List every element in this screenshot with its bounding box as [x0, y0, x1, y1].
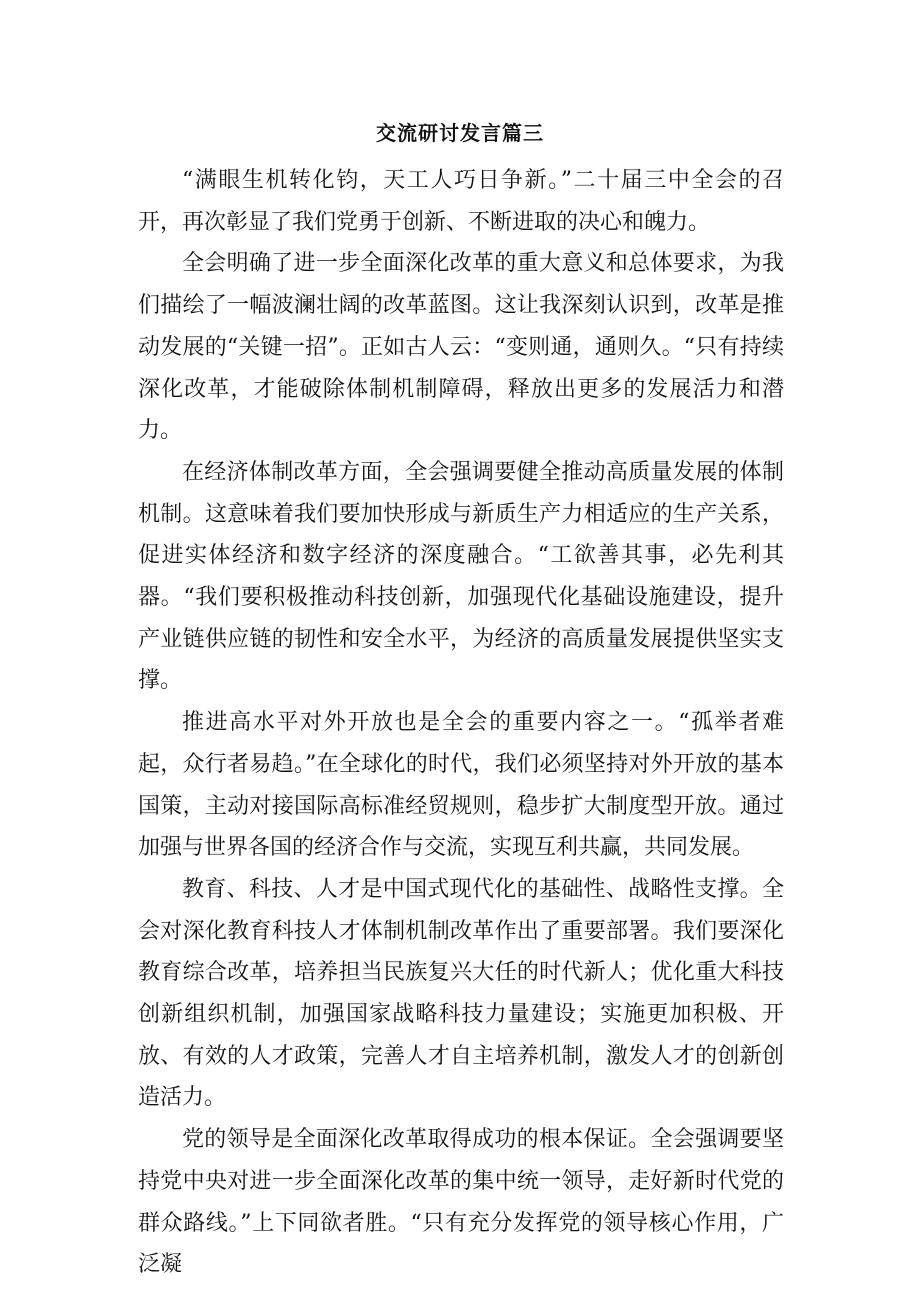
document-body — [138, 160, 784, 1286]
paragraph: 全会明确了进一步全面深化改革的重大意义和总体要求，为我们描绘了一幅波澜壮阔的改革蓝图。这让我深刻认识到，改革是推动发展的“关键一招”。正如古人云：“变则通，通则久。“只有持续深化改革，才能破除体制机制障碍，释放出更多的发展活力和潜力。 — [138, 251, 784, 444]
paragraph: “满眼生机转化钧，天工人巧日争新。”二十届三中全会的召开，再次彰显了我们党勇于创新、不断进取的决心和魄力。 — [138, 168, 784, 235]
paragraph: 党的领导是全面深化改革取得成功的根本保证。全会强调要坚持党中央对进一步全面深化改革的集中统一领导，走好新时代党的群众路线。”上下同欲者胜。“只有充分发挥党的领导核心作用，广泛凝 — [138, 1127, 784, 1278]
paragraph: 教育、科技、人才是中国式现代化的基础性、战略性支撑。全会对深化教育科技人才体制机制改革作出了重要部署。我们要深化教育综合改革，培养担当民族复兴大任的时代新人；优化重大科技创新组织机制，加强国家战略科技力量建设；实施更加积极、开放、有效的人才政策，完善人才自主培养机制，激发人才的创新创造活力。 — [138, 876, 784, 1111]
paragraph: 在经济体制改革方面，全会强调要健全推动高质量发展的体制机制。这意味着我们要加快形成与新质生产力相适应的生产关系，促进实体经济和数字经济的深度融合。“工欲善其事，必先利其器。“我们要积极推动科技创新，加强现代化基础设施建设，提升产业链供应链的韧性和安全水平，为经济的高质量发展提供坚实支撑。 — [138, 459, 784, 694]
document-title: 交流研讨发言篇三 — [376, 121, 544, 145]
paragraph: 推进高水平对外开放也是全会的重要内容之一。“孤举者难起，众行者易趋。”在全球化的时代，我们必须坚持对外开放的基本国策，主动对接国际高标准经贸规则，稳步扩大制度型开放。通过加强与世界各国的经济合作与交流，实现互利共赢，共同发展。 — [138, 710, 784, 861]
